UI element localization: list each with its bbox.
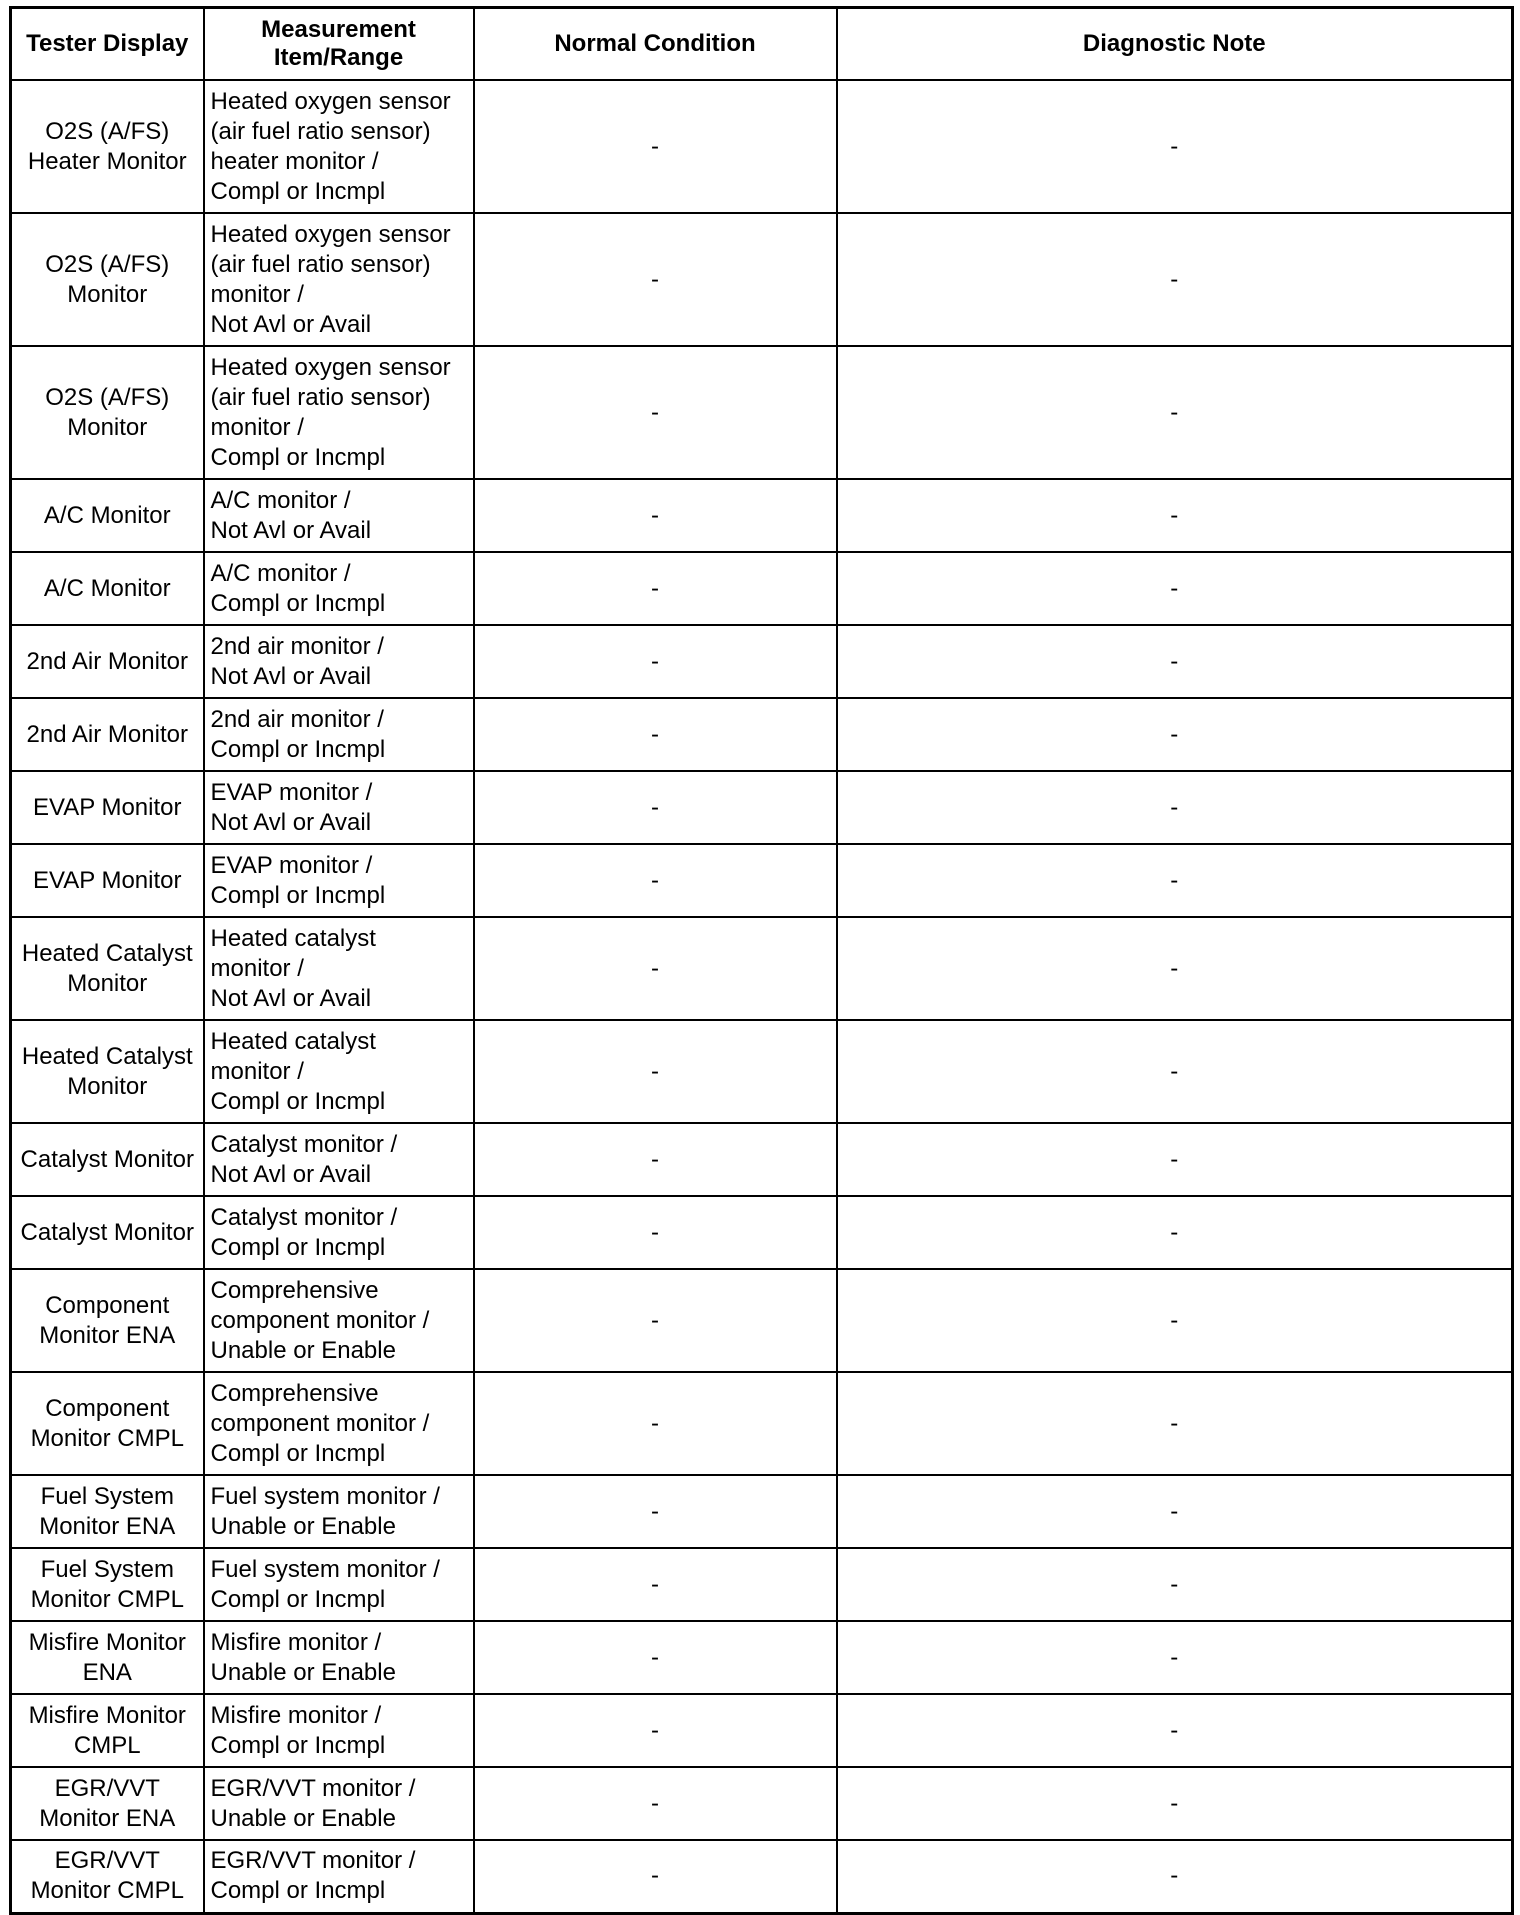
tester-display-cell: Misfire Monitor ENA [11, 1621, 204, 1694]
normal-condition-cell: - [474, 346, 837, 479]
diagnostic-note-cell: - [837, 698, 1513, 771]
measurement-item-cell: Heated catalyst monitor / Compl or Incmpl [204, 1020, 474, 1123]
normal-condition-cell: - [474, 213, 837, 346]
normal-condition-cell: - [474, 771, 837, 844]
table-row [11, 698, 1513, 771]
table-header-row [11, 8, 1513, 81]
normal-condition-cell: - [474, 1548, 837, 1621]
tester-display-cell: Heated Catalyst Monitor [11, 1020, 204, 1123]
diagnostic-note-cell: - [837, 625, 1513, 698]
normal-condition-cell: - [474, 1372, 837, 1475]
table-row [11, 844, 1513, 917]
normal-condition-cell: - [474, 1196, 837, 1269]
tester-display-cell: Catalyst Monitor [11, 1196, 204, 1269]
measurement-item-cell: EGR/VVT monitor / Unable or Enable [204, 1767, 474, 1840]
measurement-item-cell: Misfire monitor / Compl or Incmpl [204, 1694, 474, 1767]
table-row [11, 1475, 1513, 1548]
tester-display-cell: Misfire Monitor CMPL [11, 1694, 204, 1767]
normal-condition-cell: - [474, 1123, 837, 1196]
normal-condition-cell: - [474, 625, 837, 698]
table-body [11, 80, 1513, 1913]
tester-display-cell: Component Monitor ENA [11, 1269, 204, 1372]
normal-condition-cell: - [474, 479, 837, 552]
diagnostic-note-cell: - [837, 1123, 1513, 1196]
tester-display-cell: O2S (A/FS) Monitor [11, 213, 204, 346]
normal-condition-cell: - [474, 1621, 837, 1694]
measurement-item-cell: Comprehensive component monitor / Compl or Incmpl [204, 1372, 474, 1475]
measurement-item-cell: Heated oxygen sensor (air fuel ratio sensor) monitor / Not Avl or Avail [204, 213, 474, 346]
tester-display-cell: O2S (A/FS) Heater Monitor [11, 80, 204, 213]
normal-condition-cell: - [474, 1767, 837, 1840]
diagnostic-note-cell: - [837, 917, 1513, 1020]
diagnostic-note-cell: - [837, 479, 1513, 552]
normal-condition-cell: - [474, 917, 837, 1020]
normal-condition-cell: - [474, 552, 837, 625]
normal-condition-cell: - [474, 844, 837, 917]
table-row [11, 1694, 1513, 1767]
measurement-item-cell: EGR/VVT monitor / Compl or Incmpl [204, 1840, 474, 1913]
measurement-item-cell: Fuel system monitor / Compl or Incmpl [204, 1548, 474, 1621]
header-normal-condition: Normal Condition [474, 8, 837, 81]
table-row [11, 1840, 1513, 1913]
measurement-item-cell: 2nd air monitor / Compl or Incmpl [204, 698, 474, 771]
tester-display-cell: A/C Monitor [11, 552, 204, 625]
table-row [11, 1372, 1513, 1475]
table-row [11, 917, 1513, 1020]
diagnostic-note-cell: - [837, 1694, 1513, 1767]
table-row [11, 479, 1513, 552]
measurement-item-cell: EVAP monitor / Compl or Incmpl [204, 844, 474, 917]
measurement-item-cell: 2nd air monitor / Not Avl or Avail [204, 625, 474, 698]
tester-display-cell: 2nd Air Monitor [11, 625, 204, 698]
tester-display-cell: Component Monitor CMPL [11, 1372, 204, 1475]
diagnostic-note-cell: - [837, 552, 1513, 625]
normal-condition-cell: - [474, 1840, 837, 1913]
diagnostic-note-cell: - [837, 844, 1513, 917]
normal-condition-cell: - [474, 80, 837, 213]
table-row [11, 346, 1513, 479]
diagnostic-note-cell: - [837, 346, 1513, 479]
table-row [11, 1767, 1513, 1840]
table-row [11, 552, 1513, 625]
table-row [11, 1269, 1513, 1372]
tester-display-cell: Fuel System Monitor CMPL [11, 1548, 204, 1621]
diagnostic-note-cell: - [837, 80, 1513, 213]
monitor-table-container [9, 6, 1511, 1915]
measurement-item-cell: Heated oxygen sensor (air fuel ratio sensor) heater monitor / Compl or Incmpl [204, 80, 474, 213]
diagnostic-note-cell: - [837, 1475, 1513, 1548]
diagnostic-note-cell: - [837, 1621, 1513, 1694]
measurement-item-cell: A/C monitor / Not Avl or Avail [204, 479, 474, 552]
measurement-item-cell: A/C monitor / Compl or Incmpl [204, 552, 474, 625]
table-row [11, 1123, 1513, 1196]
tester-display-cell: EVAP Monitor [11, 844, 204, 917]
header-tester-display: Tester Display [11, 8, 204, 81]
table-row [11, 625, 1513, 698]
measurement-item-cell: Heated catalyst monitor / Not Avl or Avail [204, 917, 474, 1020]
measurement-item-cell: Catalyst monitor / Compl or Incmpl [204, 1196, 474, 1269]
diagnostic-note-cell: - [837, 1767, 1513, 1840]
tester-display-cell: O2S (A/FS) Monitor [11, 346, 204, 479]
measurement-item-cell: EVAP monitor / Not Avl or Avail [204, 771, 474, 844]
diagnostic-note-cell: - [837, 1020, 1513, 1123]
tester-display-cell: EVAP Monitor [11, 771, 204, 844]
table-row [11, 1548, 1513, 1621]
normal-condition-cell: - [474, 1475, 837, 1548]
table-row [11, 80, 1513, 213]
measurement-item-cell: Catalyst monitor / Not Avl or Avail [204, 1123, 474, 1196]
tester-display-cell: Fuel System Monitor ENA [11, 1475, 204, 1548]
monitor-table [9, 6, 1514, 1915]
diagnostic-note-cell: - [837, 213, 1513, 346]
diagnostic-note-cell: - [837, 1269, 1513, 1372]
diagnostic-note-cell: - [837, 1196, 1513, 1269]
diagnostic-note-cell: - [837, 1840, 1513, 1913]
tester-display-cell: A/C Monitor [11, 479, 204, 552]
tester-display-cell: Heated Catalyst Monitor [11, 917, 204, 1020]
table-row [11, 1621, 1513, 1694]
diagnostic-note-cell: - [837, 1372, 1513, 1475]
header-diagnostic-note: Diagnostic Note [837, 8, 1513, 81]
measurement-item-cell: Heated oxygen sensor (air fuel ratio sensor) monitor / Compl or Incmpl [204, 346, 474, 479]
tester-display-cell: Catalyst Monitor [11, 1123, 204, 1196]
measurement-item-cell: Comprehensive component monitor / Unable or Enable [204, 1269, 474, 1372]
tester-display-cell: 2nd Air Monitor [11, 698, 204, 771]
header-measurement-item: Measurement Item/Range [204, 8, 474, 81]
measurement-item-cell: Misfire monitor / Unable or Enable [204, 1621, 474, 1694]
normal-condition-cell: - [474, 1269, 837, 1372]
tester-display-cell: EGR/VVT Monitor CMPL [11, 1840, 204, 1913]
diagnostic-note-cell: - [837, 771, 1513, 844]
table-row [11, 771, 1513, 844]
normal-condition-cell: - [474, 1694, 837, 1767]
measurement-item-cell: Fuel system monitor / Unable or Enable [204, 1475, 474, 1548]
tester-display-cell: EGR/VVT Monitor ENA [11, 1767, 204, 1840]
table-row [11, 1020, 1513, 1123]
table-row [11, 213, 1513, 346]
normal-condition-cell: - [474, 1020, 837, 1123]
diagnostic-note-cell: - [837, 1548, 1513, 1621]
normal-condition-cell: - [474, 698, 837, 771]
table-row [11, 1196, 1513, 1269]
